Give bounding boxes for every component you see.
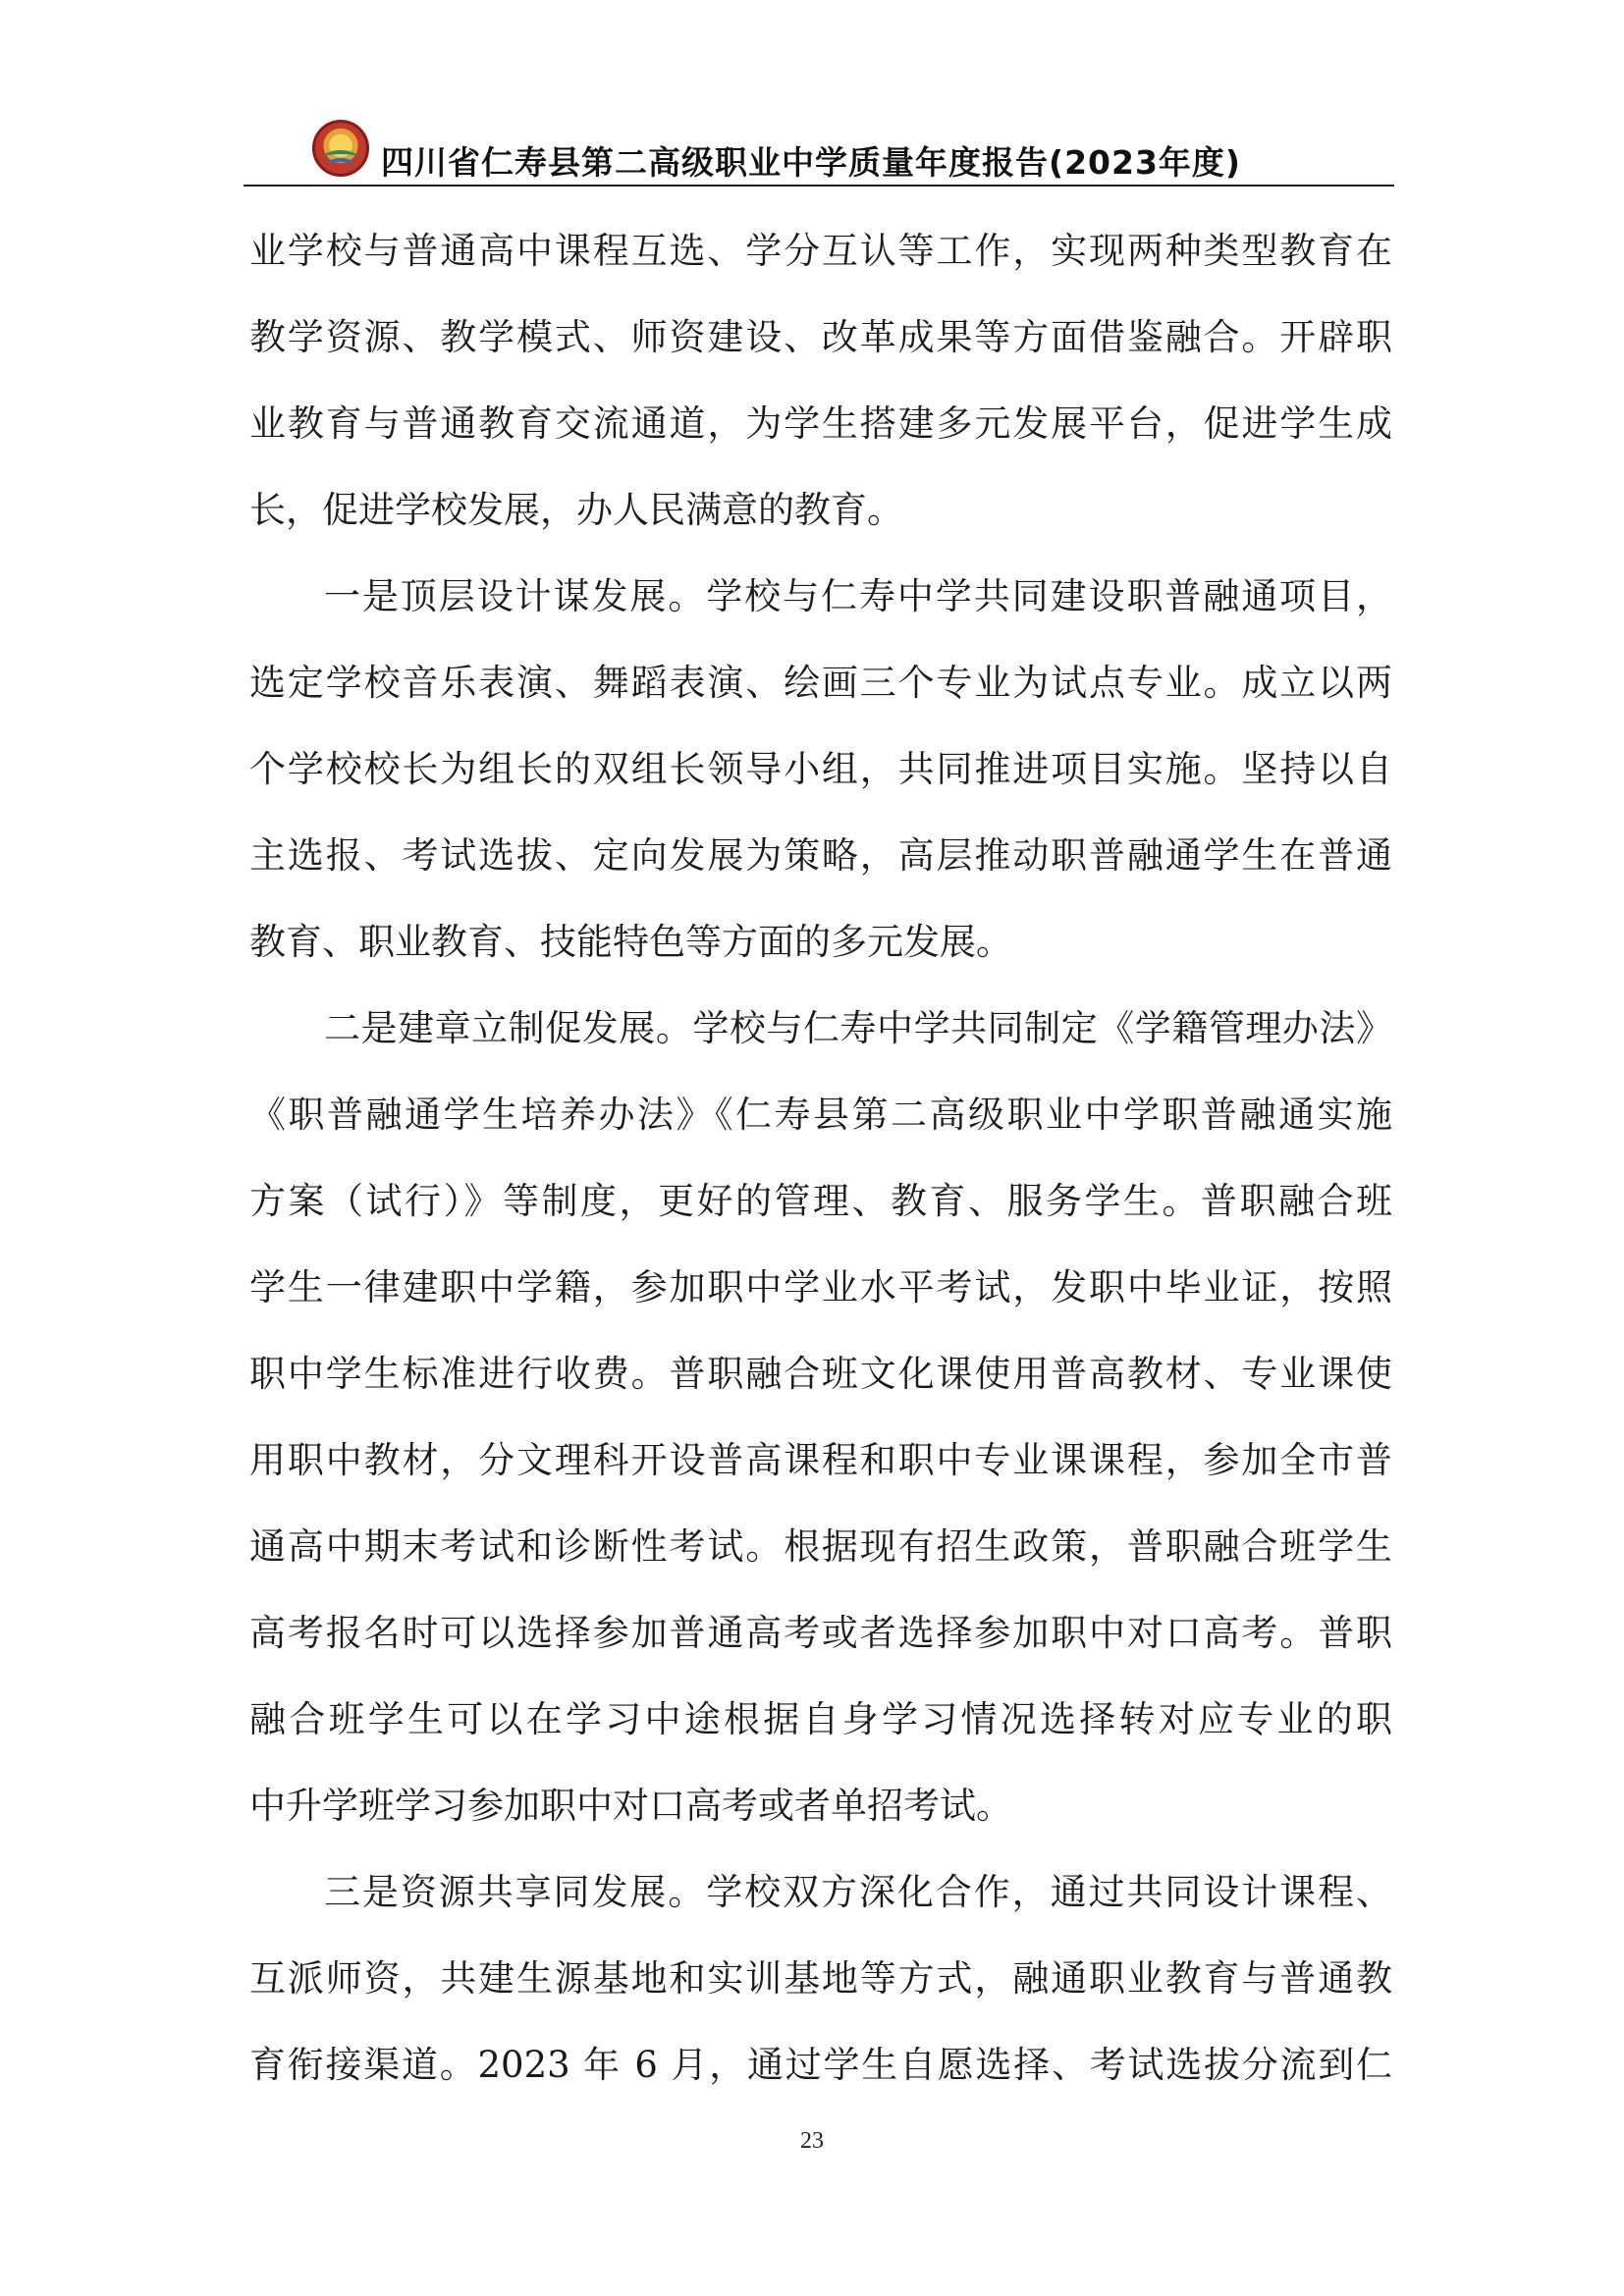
paragraph-first-line: 一是顶层设计谋发展。学校与仁寿中学共同建设职普融通项目， bbox=[324, 575, 1392, 617]
text-line: 互派师资，共建生源基地和实训基地等方式，融通职业教育与普通教 bbox=[249, 1957, 1392, 2000]
paragraph-first-line: 二是建章立制促发展。学校与仁寿中学共同制定《学籍管理办法》 bbox=[324, 1007, 1392, 1049]
text-line: 主选报、考试选拔、定向发展为策略，高层推动职普融通学生在普通 bbox=[249, 834, 1392, 877]
body-text bbox=[249, 208, 1392, 2109]
text-line: 育衔接渠道。2023 年 6 月，通过学生自愿选择、考试选拔分流到仁 bbox=[249, 2044, 1392, 2086]
text-line: 业学校与普通高中课程互选、学分互认等工作，实现两种类型教育在 bbox=[249, 230, 1392, 272]
text-line: 融合班学生可以在学习中途根据自身学习情况选择转对应专业的职 bbox=[249, 1698, 1392, 1740]
text-line: 《职普融通学生培养办法》《仁寿县第二高级职业中学职普融通实施 bbox=[249, 1094, 1392, 1136]
text-line: 中升学班学习参加职中对口高考或者单招考试。 bbox=[249, 1785, 1012, 1827]
page-header bbox=[244, 116, 1394, 188]
text-line: 教学资源、教学模式、师资建设、改革成果等方面借鉴融合。开辟职 bbox=[249, 316, 1392, 358]
page-number: 23 bbox=[800, 2128, 824, 2154]
header-divider bbox=[244, 185, 1394, 187]
text-line: 个学校校长为组长的双组长领导小组，共同推进项目实施。坚持以自 bbox=[249, 748, 1392, 790]
text-line: 选定学校音乐表演、舞蹈表演、绘画三个专业为试点专业。成立以两 bbox=[249, 662, 1392, 704]
school-logo-icon bbox=[312, 120, 369, 177]
text-line: 业教育与普通教育交流通道，为学生搭建多元发展平台，促进学生成 bbox=[249, 402, 1392, 445]
text-line: 教育、职业教育、技能特色等方面的多元发展。 bbox=[249, 921, 1012, 963]
paragraph-first-line: 三是资源共享同发展。学校双方深化合作，通过共同设计课程、 bbox=[324, 1871, 1392, 1913]
text-line: 方案（试行）》等制度，更好的管理、教育、服务学生。普职融合班 bbox=[249, 1180, 1392, 1222]
text-line: 高考报名时可以选择参加普通高考或者选择参加职中对口高考。普职 bbox=[249, 1612, 1392, 1654]
text-line: 用职中教材，分文理科开设普高课程和职中专业课课程，参加全市普 bbox=[249, 1439, 1392, 1481]
text-line: 通高中期末考试和诊断性考试。根据现有招生政策，普职融合班学生 bbox=[249, 1525, 1392, 1568]
text-line: 学生一律建职中学籍，参加职中学业水平考试，发职中毕业证，按照 bbox=[249, 1266, 1392, 1308]
text-line: 职中学生标准进行收费。普职融合班文化课使用普高教材、专业课使 bbox=[249, 1353, 1392, 1395]
text-line: 长，促进学校发展，办人民满意的教育。 bbox=[249, 489, 903, 531]
header-title: 四川省仁寿县第二高级职业中学质量年度报告(2023年度) bbox=[381, 143, 1242, 182]
